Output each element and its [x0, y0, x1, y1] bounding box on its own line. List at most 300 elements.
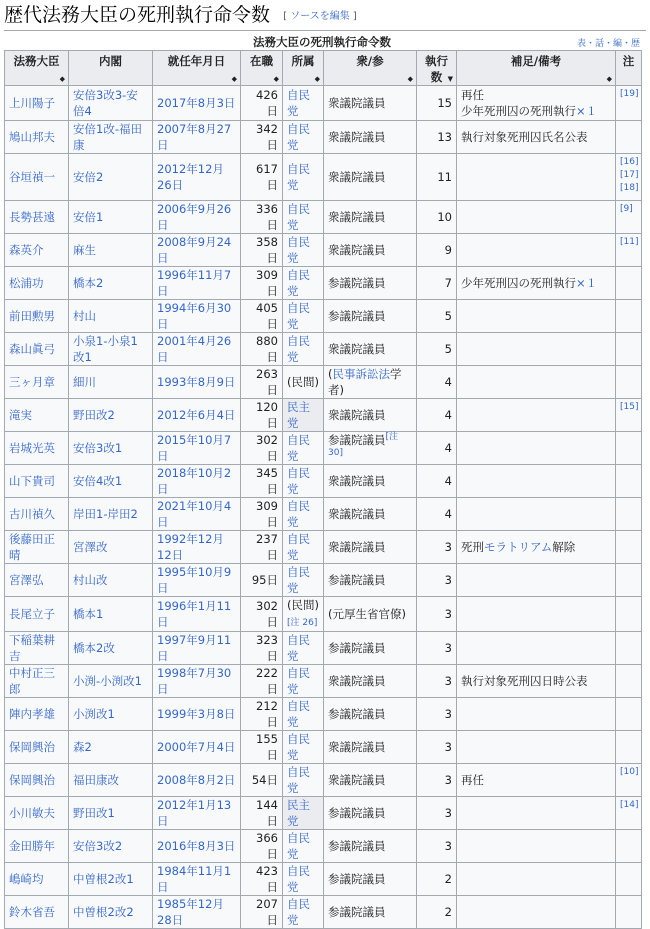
party-link[interactable]: 自民党	[287, 666, 310, 696]
edit-source-link[interactable]: ソースを編集	[290, 11, 350, 22]
sort-icon[interactable]: ◆	[606, 75, 612, 83]
refs-cell	[616, 531, 642, 564]
refs-cell	[616, 498, 642, 531]
house-value: 参議院議員	[328, 309, 386, 323]
refs-cell	[616, 465, 642, 498]
date-cell	[153, 399, 241, 432]
days-value: 617日	[256, 162, 278, 192]
cabinet-link[interactable]: 安倍3改2	[73, 839, 123, 853]
house-value: 参議院議員	[328, 806, 386, 820]
party-link[interactable]: 自民党	[287, 633, 310, 663]
cabinet-link[interactable]: 小渕改1	[73, 707, 115, 721]
party-link[interactable]: 自民党	[287, 499, 310, 529]
cabinet-link[interactable]: 中曽根2改1	[73, 872, 134, 886]
cabinet-cell	[69, 300, 153, 333]
party-link[interactable]: 民主党	[287, 400, 310, 430]
note-cell	[457, 366, 616, 399]
note-cell	[457, 731, 616, 764]
party-link[interactable]: 自民党	[287, 202, 310, 232]
house-value: 衆議院議員	[328, 408, 386, 422]
party-cell	[283, 830, 324, 863]
citation-link[interactable]: [18]	[620, 183, 639, 193]
minister-cell	[5, 201, 69, 234]
days-value: 309日	[256, 499, 278, 529]
cabinet-link[interactable]: 野田改2	[73, 408, 115, 422]
date-cell	[153, 366, 241, 399]
cabinet-link[interactable]: 橋本1	[73, 607, 104, 621]
house-cell	[324, 154, 417, 201]
minister-link[interactable]: 岩城光英	[9, 441, 55, 455]
table-row	[5, 764, 642, 797]
minister-link[interactable]: 金田勝年	[9, 839, 55, 853]
date-cell	[153, 531, 241, 564]
note-link[interactable]: ×１	[576, 276, 598, 290]
party-link[interactable]: 自民党	[287, 162, 310, 192]
house-value: 衆議院議員	[328, 540, 386, 554]
citation-link[interactable]: [14]	[620, 800, 639, 810]
cabinet-link[interactable]: 野田改1	[73, 806, 115, 820]
note-cell	[457, 121, 616, 154]
house-value: 参議院議員	[328, 707, 386, 721]
column-header[interactable]	[5, 51, 69, 86]
citation-link[interactable]: [15]	[620, 402, 639, 412]
date-cell	[153, 731, 241, 764]
note-text: 再任	[461, 88, 484, 102]
days-cell	[241, 698, 283, 731]
refs-cell	[616, 333, 642, 366]
date-cell	[153, 300, 241, 333]
count-cell	[417, 531, 457, 564]
execution-count: 9	[444, 243, 452, 257]
minister-link[interactable]: 嶋崎均	[9, 872, 44, 886]
refs-cell	[616, 764, 642, 797]
date-link[interactable]: 2012年12月26日	[157, 162, 224, 192]
date-cell	[153, 597, 241, 632]
house-value: 参議院議員	[328, 573, 386, 587]
party-cell	[283, 267, 324, 300]
cabinet-link[interactable]: 安倍2	[73, 170, 104, 184]
party-cell	[283, 698, 324, 731]
party-cell	[283, 366, 324, 399]
party-cell	[283, 731, 324, 764]
cabinet-link[interactable]: 中曽根2改2	[73, 905, 134, 919]
date-cell	[153, 498, 241, 531]
column-header-label: 衆/参	[356, 54, 384, 68]
date-link[interactable]: 1993年8月9日	[157, 375, 236, 389]
party-link[interactable]: 自民党	[287, 122, 310, 152]
date-cell	[153, 698, 241, 731]
minister-link[interactable]: 滝実	[9, 408, 32, 422]
table-row	[5, 366, 642, 399]
house-cell	[324, 731, 417, 764]
citation-link[interactable]: [17]	[620, 170, 639, 180]
house-value: 衆議院議員	[328, 170, 386, 184]
minister-link[interactable]: 下稲葉耕吉	[9, 633, 55, 663]
cabinet-cell	[69, 731, 153, 764]
cabinet-link[interactable]: 麻生	[73, 243, 96, 257]
days-value: 309日	[256, 268, 278, 298]
minister-link[interactable]: 森英介	[9, 243, 44, 257]
citation-link[interactable]: [19]	[620, 89, 639, 99]
cabinet-link[interactable]: 安倍1改-福田康	[73, 122, 142, 152]
refs-cell	[616, 797, 642, 830]
days-cell	[241, 366, 283, 399]
minister-link[interactable]: 中村正三郎	[9, 666, 55, 696]
refs-cell	[616, 201, 642, 234]
minister-link[interactable]: 古川禎久	[9, 507, 55, 521]
minister-link[interactable]: 小川敏夫	[9, 806, 55, 820]
date-cell	[153, 665, 241, 698]
days-cell	[241, 498, 283, 531]
note-cell	[457, 86, 616, 121]
sort-descending-icon[interactable]: ▼	[447, 75, 453, 83]
note-cell	[457, 465, 616, 498]
days-cell	[241, 267, 283, 300]
cabinet-link[interactable]: 細川	[73, 375, 96, 389]
column-header-label: 注	[622, 54, 635, 68]
execution-count: 3	[444, 641, 452, 655]
refs-cell	[616, 234, 642, 267]
cabinet-link[interactable]: 安倍1	[73, 210, 104, 224]
party-link[interactable]: 自民党	[287, 301, 310, 331]
navbox-links[interactable]: 表・話・編・歴	[576, 39, 640, 49]
minister-link[interactable]: 鈴木省吾	[9, 905, 55, 919]
note-cell	[457, 830, 616, 863]
days-cell	[241, 234, 283, 267]
date-link[interactable]: 2000年7月4日	[157, 740, 236, 754]
cabinet-link[interactable]: 小渕-小渕改1	[73, 674, 142, 688]
minister-link[interactable]: 保岡興治	[9, 740, 55, 754]
house-value: 衆議院議員	[328, 243, 386, 257]
date-link[interactable]: 1997年9月11日	[157, 633, 232, 663]
citation-link[interactable]: [16]	[620, 157, 639, 167]
minister-cell	[5, 300, 69, 333]
date-link[interactable]: 1996年11月7日	[157, 268, 232, 298]
date-link[interactable]: 2007年8月27日	[157, 122, 232, 152]
refs-cell	[616, 86, 642, 121]
house-cell	[324, 531, 417, 564]
party-link[interactable]: 自民党	[287, 433, 310, 463]
house-value: 衆議院議員	[328, 474, 386, 488]
sort-icon[interactable]: ◆	[59, 75, 65, 83]
note-cell	[457, 764, 616, 797]
column-header[interactable]	[616, 51, 642, 86]
cabinet-link[interactable]: 小泉1-小泉1改1	[73, 334, 138, 364]
column-header[interactable]	[417, 51, 457, 86]
house-value: (元厚生省官僚)	[328, 607, 406, 621]
days-value: 358日	[256, 235, 278, 265]
note-cell	[457, 896, 616, 929]
cabinet-link[interactable]: 安倍3改3-安倍4	[73, 88, 138, 118]
date-link[interactable]: 2001年4月26日	[157, 334, 232, 364]
house-cell	[324, 564, 417, 597]
house-value: 参議院議員	[328, 641, 386, 655]
column-header[interactable]	[69, 51, 153, 86]
count-cell	[417, 597, 457, 632]
days-cell	[241, 863, 283, 896]
date-link[interactable]: 1985年12月28日	[157, 897, 224, 927]
days-value: 212日	[256, 699, 278, 729]
minister-link[interactable]: 陣内孝雄	[9, 707, 55, 721]
house-cell	[324, 698, 417, 731]
days-cell	[241, 731, 283, 764]
party-cell	[283, 121, 324, 154]
execution-count: 3	[444, 707, 452, 721]
minister-link[interactable]: 松浦功	[9, 276, 44, 290]
days-value: 54日	[251, 773, 278, 787]
days-cell	[241, 333, 283, 366]
note-cell	[457, 665, 616, 698]
column-header[interactable]	[241, 51, 283, 86]
house-value: 衆議院議員	[328, 96, 386, 110]
column-header[interactable]	[153, 51, 241, 86]
cabinet-cell	[69, 267, 153, 300]
minister-link[interactable]: 谷垣禎一	[9, 170, 55, 184]
sort-icon[interactable]: ◆	[231, 75, 237, 83]
party-cell	[283, 432, 324, 465]
party-cell	[283, 300, 324, 333]
execution-count: 2	[444, 905, 452, 919]
party-link[interactable]: 自民党	[287, 765, 310, 795]
cabinet-cell	[69, 366, 153, 399]
minister-link[interactable]: 宮澤弘	[9, 573, 44, 587]
house-link[interactable]: 民事訴訟法	[332, 367, 390, 381]
date-cell	[153, 432, 241, 465]
execution-count: 4	[444, 408, 452, 422]
note-cell	[457, 267, 616, 300]
refs-cell	[616, 698, 642, 731]
citation-link[interactable]: [9]	[620, 204, 633, 214]
execution-count: 7	[444, 276, 452, 290]
minister-cell	[5, 366, 69, 399]
minister-link[interactable]: 上川陽子	[9, 96, 55, 110]
party-link[interactable]: 自民党	[287, 897, 310, 927]
minister-cell	[5, 698, 69, 731]
minister-link[interactable]: 山下貴司	[9, 474, 55, 488]
date-link[interactable]: 2018年10月2日	[157, 466, 232, 496]
party-link[interactable]: 自民党	[287, 699, 310, 729]
column-header-label: 補足/備考	[510, 54, 562, 68]
date-link[interactable]: 1992年12月12日	[157, 532, 224, 562]
note-link[interactable]: モラトリアム	[484, 540, 553, 554]
cabinet-link[interactable]: 宮澤改	[73, 540, 108, 554]
date-link[interactable]: 1994年6月30日	[157, 301, 232, 331]
date-cell	[153, 154, 241, 201]
party-cell	[283, 764, 324, 797]
minister-link[interactable]: 三ヶ月章	[9, 375, 55, 389]
table-row	[5, 465, 642, 498]
house-text: 学者)	[328, 367, 402, 397]
count-cell	[417, 333, 457, 366]
note-link[interactable]: ×１	[576, 104, 598, 118]
cabinet-link[interactable]: 村山改	[73, 573, 108, 587]
note-text: 再任	[461, 773, 484, 787]
column-header-label: 法務大臣	[13, 54, 60, 68]
cabinet-cell	[69, 154, 153, 201]
house-cell	[324, 498, 417, 531]
cabinet-link[interactable]: 安倍4改1	[73, 474, 123, 488]
date-link[interactable]: 2016年8月3日	[157, 839, 236, 853]
execution-count: 4	[444, 375, 452, 389]
house-cell	[324, 863, 417, 896]
party-cell	[283, 632, 324, 665]
minister-cell	[5, 731, 69, 764]
house-cell	[324, 597, 417, 632]
date-link[interactable]: 2017年8月3日	[157, 96, 236, 110]
cabinet-cell	[69, 564, 153, 597]
citation-link[interactable]: [11]	[620, 237, 639, 247]
house-cell	[324, 896, 417, 929]
note-cell	[457, 201, 616, 234]
cabinet-cell	[69, 863, 153, 896]
house-cell	[324, 333, 417, 366]
cabinet-link[interactable]: 森2	[73, 740, 92, 754]
date-link[interactable]: 1996年1月11日	[157, 599, 232, 629]
days-cell	[241, 399, 283, 432]
refs-cell	[616, 863, 642, 896]
days-value: 263日	[256, 367, 278, 397]
party-link[interactable]: 自民党	[287, 864, 310, 894]
days-cell	[241, 764, 283, 797]
date-link[interactable]: 2015年10月7日	[157, 433, 232, 463]
minister-cell	[5, 121, 69, 154]
days-cell	[241, 830, 283, 863]
minister-link[interactable]: 長尾立子	[9, 607, 55, 621]
note-cell	[457, 564, 616, 597]
party-link[interactable]: 自民党	[287, 565, 310, 595]
note-cell	[457, 863, 616, 896]
party-link[interactable]: 自民党	[287, 334, 310, 364]
party-link[interactable]: 自民党	[287, 268, 310, 298]
party-cell	[283, 465, 324, 498]
count-cell	[417, 731, 457, 764]
execution-count: 13	[437, 130, 452, 144]
party-link[interactable]: 自民党	[287, 831, 310, 861]
days-value: 426日	[256, 88, 278, 118]
days-cell	[241, 300, 283, 333]
minister-link[interactable]: 鳩山邦夫	[9, 130, 55, 144]
party-cell	[283, 86, 324, 121]
party-cell	[283, 234, 324, 267]
minister-link[interactable]: 前田勲男	[9, 309, 55, 323]
cabinet-link[interactable]: 橋本2	[73, 276, 104, 290]
note-cell	[457, 531, 616, 564]
execution-count: 4	[444, 474, 452, 488]
execution-count: 3	[444, 540, 452, 554]
execution-count: 15	[437, 96, 452, 110]
refs-cell	[616, 121, 642, 154]
minister-cell	[5, 863, 69, 896]
sort-icon[interactable]: ◆	[314, 75, 320, 83]
sort-icon[interactable]: ◆	[273, 75, 279, 83]
minister-cell	[5, 597, 69, 632]
cabinet-cell	[69, 632, 153, 665]
minister-cell	[5, 154, 69, 201]
days-cell	[241, 201, 283, 234]
days-value: 237日	[256, 532, 278, 562]
table-row	[5, 597, 642, 632]
date-link[interactable]: 2006年9月26日	[157, 202, 232, 232]
cabinet-link[interactable]: 福田康改	[73, 773, 119, 787]
sort-icon[interactable]: ◆	[407, 75, 413, 83]
refs-cell	[616, 632, 642, 665]
cabinet-link[interactable]: 岸田1-岸田2	[73, 507, 138, 521]
count-cell	[417, 863, 457, 896]
date-link[interactable]: 2021年10月4日	[157, 499, 232, 529]
note-text: 少年死刑囚の死刑執行	[461, 104, 576, 118]
minister-link[interactable]: 保岡興治	[9, 773, 55, 787]
cabinet-link[interactable]: 村山	[73, 309, 96, 323]
cabinet-cell	[69, 234, 153, 267]
date-cell	[153, 632, 241, 665]
date-link[interactable]: 2012年1月13日	[157, 798, 232, 828]
cabinet-link[interactable]: 橋本2改	[73, 641, 115, 655]
days-cell	[241, 632, 283, 665]
column-header[interactable]	[283, 51, 324, 86]
days-value: 120日	[256, 400, 278, 430]
party-link[interactable]: 自民党	[287, 235, 310, 265]
date-link[interactable]: 2008年8月2日	[157, 773, 236, 787]
execution-count: 3	[444, 806, 452, 820]
party-link[interactable]: 自民党	[287, 88, 310, 118]
minister-link[interactable]: 森山眞弓	[9, 342, 55, 356]
count-cell	[417, 154, 457, 201]
minister-link[interactable]: 後藤田正晴	[9, 532, 55, 562]
party-link[interactable]: 自民党	[287, 466, 310, 496]
count-cell	[417, 764, 457, 797]
days-cell	[241, 597, 283, 632]
minister-cell	[5, 399, 69, 432]
minister-link[interactable]: 長勢甚遠	[9, 210, 55, 224]
date-link[interactable]: 2008年9月24日	[157, 235, 232, 265]
date-link[interactable]: 2012年6月4日	[157, 408, 236, 422]
refs-cell	[616, 366, 642, 399]
days-cell	[241, 465, 283, 498]
cabinet-cell	[69, 665, 153, 698]
days-value: 366日	[256, 831, 278, 861]
date-link[interactable]: 1998年7月30日	[157, 666, 232, 696]
party-link[interactable]: 自民党	[287, 732, 310, 762]
party-cell	[283, 896, 324, 929]
party-link[interactable]: 民主党	[287, 798, 310, 828]
date-link[interactable]: 1984年11月1日	[157, 864, 232, 894]
column-header[interactable]	[457, 51, 616, 86]
house-cell	[324, 234, 417, 267]
note-text: 解除	[552, 540, 576, 554]
party-cell	[283, 399, 324, 432]
cabinet-cell	[69, 333, 153, 366]
citation-link[interactable]: [10]	[620, 767, 639, 777]
footnote-ref[interactable]: [注 30]	[328, 432, 399, 459]
minister-cell	[5, 564, 69, 597]
house-cell	[324, 830, 417, 863]
refs-cell	[616, 896, 642, 929]
refs-cell	[616, 399, 642, 432]
house-cell	[324, 300, 417, 333]
party-cell	[283, 665, 324, 698]
cabinet-link[interactable]: 安倍3改1	[73, 441, 123, 455]
execution-count: 3	[444, 674, 452, 688]
column-header[interactable]	[324, 51, 417, 86]
date-link[interactable]: 1999年3月8日	[157, 707, 236, 721]
days-value: 405日	[256, 301, 278, 331]
table-row	[5, 830, 642, 863]
date-link[interactable]: 1995年10月9日	[157, 565, 232, 595]
footnote-ref[interactable]: [注 26]	[287, 618, 318, 628]
note-cell	[457, 698, 616, 731]
table-row	[5, 86, 642, 121]
party-link[interactable]: 自民党	[287, 532, 310, 562]
